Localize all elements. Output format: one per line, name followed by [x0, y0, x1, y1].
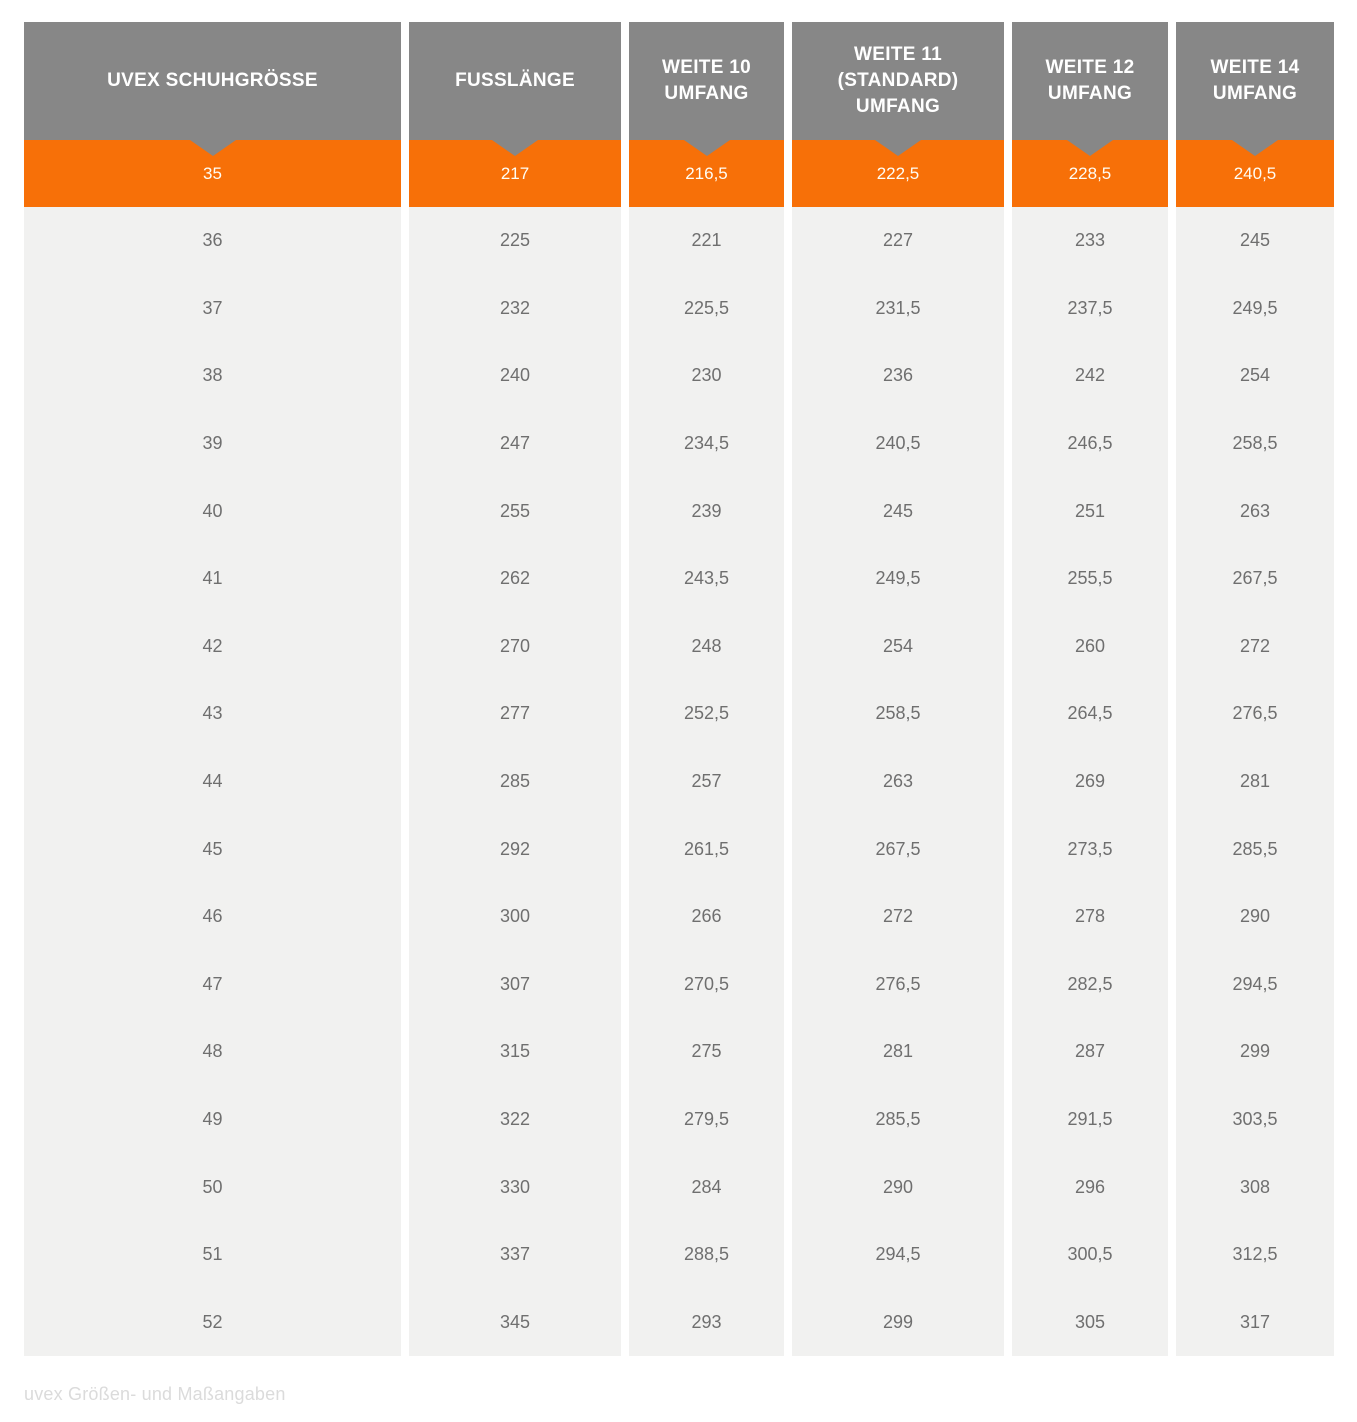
table-cell: 299 — [1176, 1018, 1334, 1086]
table-row — [24, 477, 1334, 545]
table-cell: 249,5 — [792, 545, 1004, 613]
table-cell: 308 — [1176, 1153, 1334, 1221]
table-row — [24, 883, 1334, 951]
table-cell: 47 — [24, 951, 401, 1019]
table-cell: 237,5 — [1012, 275, 1168, 343]
table-cell: 287 — [1012, 1018, 1168, 1086]
table-cell: 282,5 — [1012, 951, 1168, 1019]
table-cell: 290 — [1176, 883, 1334, 951]
chevron-down-icon — [1067, 140, 1113, 156]
table-cell: 246,5 — [1012, 410, 1168, 478]
chevron-down-icon — [1232, 140, 1278, 156]
table-cell: 288,5 — [629, 1221, 784, 1289]
table-cell: 239 — [629, 477, 784, 545]
table-cell: 266 — [629, 883, 784, 951]
table-cell: 272 — [1176, 613, 1334, 681]
column-header-line: WEITE 10 — [662, 57, 751, 78]
table-row — [24, 207, 1334, 275]
table-cell: 285 — [409, 748, 621, 816]
table-cell: 273,5 — [1012, 815, 1168, 883]
table-cell: 50 — [24, 1153, 401, 1221]
table-row — [24, 815, 1334, 883]
table-cell: 263 — [1176, 477, 1334, 545]
table-cell: 37 — [24, 275, 401, 343]
table-cell: 254 — [792, 613, 1004, 681]
table-cell: 296 — [1012, 1153, 1168, 1221]
table-cell: 38 — [24, 342, 401, 410]
table-cell: 345 — [409, 1289, 621, 1357]
table-cell: 294,5 — [792, 1221, 1004, 1289]
chevron-down-icon — [875, 140, 921, 156]
table-cell: 300 — [409, 883, 621, 951]
table-cell: 294,5 — [1176, 951, 1334, 1019]
table-cell: 267,5 — [792, 815, 1004, 883]
size-table — [24, 22, 1334, 1356]
column-header — [409, 22, 621, 140]
table-cell: 230 — [629, 342, 784, 410]
table-row — [24, 1289, 1334, 1357]
table-cell: 290 — [792, 1153, 1004, 1221]
table-cell: 228,5 — [1012, 140, 1168, 207]
column-header-line: UVEX SCHUHGRÖSSE — [107, 70, 318, 91]
chevron-down-icon — [190, 140, 236, 156]
table-row — [24, 613, 1334, 681]
table-cell: 281 — [1176, 748, 1334, 816]
table-cell: 303,5 — [1176, 1086, 1334, 1154]
column-header-line: UMFANG — [1212, 83, 1298, 104]
table-cell: 337 — [409, 1221, 621, 1289]
table-cell: 240,5 — [792, 410, 1004, 478]
table-cell: 252,5 — [629, 680, 784, 748]
table-cell: 45 — [24, 815, 401, 883]
column-header — [1176, 22, 1334, 140]
table-cell: 258,5 — [1176, 410, 1334, 478]
table-cell: 291,5 — [1012, 1086, 1168, 1154]
table-cell: 272 — [792, 883, 1004, 951]
table-row — [24, 951, 1334, 1019]
table-cell: 240,5 — [1176, 140, 1334, 207]
column-header-line: UMFANG — [1047, 83, 1133, 104]
chevron-down-icon — [492, 140, 538, 156]
table-cell: 46 — [24, 883, 401, 951]
table-cell: 292 — [409, 815, 621, 883]
table-cell: 36 — [24, 207, 401, 275]
table-cell: 261,5 — [629, 815, 784, 883]
table-cell: 330 — [409, 1153, 621, 1221]
table-cell: 49 — [24, 1086, 401, 1154]
table-cell: 221 — [629, 207, 784, 275]
table-cell: 236 — [792, 342, 1004, 410]
table-cell: 285,5 — [792, 1086, 1004, 1154]
table-cell: 247 — [409, 410, 621, 478]
table-cell: 277 — [409, 680, 621, 748]
table-cell: 279,5 — [629, 1086, 784, 1154]
table-cell: 42 — [24, 613, 401, 681]
table-cell: 264,5 — [1012, 680, 1168, 748]
table-cell: 43 — [24, 680, 401, 748]
column-header-line: WEITE 11 — [854, 44, 942, 65]
table-cell: 270 — [409, 613, 621, 681]
table-cell: 267,5 — [1176, 545, 1334, 613]
table-cell: 281 — [792, 1018, 1004, 1086]
table-cell: 216,5 — [629, 140, 784, 207]
table-row — [24, 680, 1334, 748]
table-cell: 232 — [409, 275, 621, 343]
table-cell: 305 — [1012, 1289, 1168, 1357]
table-cell: 225,5 — [629, 275, 784, 343]
table-cell: 233 — [1012, 207, 1168, 275]
column-header — [1012, 22, 1168, 140]
table-row — [24, 1018, 1334, 1086]
table-cell: 312,5 — [1176, 1221, 1334, 1289]
table-cell: 242 — [1012, 342, 1168, 410]
table-header-row — [24, 22, 1334, 140]
table-cell: 234,5 — [629, 410, 784, 478]
table-cell: 258,5 — [792, 680, 1004, 748]
table-cell: 299 — [792, 1289, 1004, 1357]
table-cell: 44 — [24, 748, 401, 816]
table-row — [24, 1153, 1334, 1221]
table-cell: 257 — [629, 748, 784, 816]
column-header — [24, 22, 401, 140]
table-row — [24, 1221, 1334, 1289]
table-cell: 315 — [409, 1018, 621, 1086]
table-cell: 307 — [409, 951, 621, 1019]
column-header-line: FUSSLÄNGE — [455, 70, 575, 91]
table-cell: 243,5 — [629, 545, 784, 613]
table-cell: 270,5 — [629, 951, 784, 1019]
table-cell: 263 — [792, 748, 1004, 816]
table-cell: 284 — [629, 1153, 784, 1221]
table-cell: 51 — [24, 1221, 401, 1289]
column-header-line: WEITE 14 — [1210, 57, 1300, 78]
chevron-down-icon — [684, 140, 730, 156]
table-cell: 322 — [409, 1086, 621, 1154]
table-cell: 293 — [629, 1289, 784, 1357]
table-cell: 249,5 — [1176, 275, 1334, 343]
table-cell: 217 — [409, 140, 621, 207]
column-header-line: UMFANG — [664, 83, 749, 104]
table-row — [24, 748, 1334, 816]
column-header-line: UMFANG — [855, 96, 941, 117]
table-cell: 41 — [24, 545, 401, 613]
table-cell: 225 — [409, 207, 621, 275]
table-row — [24, 342, 1334, 410]
table-cell: 260 — [1012, 613, 1168, 681]
table-cell: 300,5 — [1012, 1221, 1168, 1289]
table-cell: 285,5 — [1176, 815, 1334, 883]
table-cell: 39 — [24, 410, 401, 478]
table-cell: 222,5 — [792, 140, 1004, 207]
table-row — [24, 545, 1334, 613]
table-cell: 276,5 — [792, 951, 1004, 1019]
table-row — [24, 275, 1334, 343]
table-caption: uvex Größen- und Maßangaben — [24, 1384, 286, 1405]
table-cell: 255,5 — [1012, 545, 1168, 613]
column-header-line: WEITE 12 — [1045, 57, 1135, 78]
table-cell: 276,5 — [1176, 680, 1334, 748]
column-header — [792, 22, 1004, 140]
table-cell: 40 — [24, 477, 401, 545]
table-cell: 262 — [409, 545, 621, 613]
table-cell: 255 — [409, 477, 621, 545]
table-row — [24, 1086, 1334, 1154]
table-cell: 278 — [1012, 883, 1168, 951]
table-row — [24, 410, 1334, 478]
table-cell: 240 — [409, 342, 621, 410]
table-cell: 245 — [1176, 207, 1334, 275]
table-cell: 245 — [792, 477, 1004, 545]
table-body — [24, 140, 1334, 1356]
column-header — [629, 22, 784, 140]
table-cell: 251 — [1012, 477, 1168, 545]
table-cell: 48 — [24, 1018, 401, 1086]
table-cell: 317 — [1176, 1289, 1334, 1357]
table-cell: 269 — [1012, 748, 1168, 816]
table-cell: 248 — [629, 613, 784, 681]
table-cell: 254 — [1176, 342, 1334, 410]
table-cell: 227 — [792, 207, 1004, 275]
table-cell: 275 — [629, 1018, 784, 1086]
table-cell: 35 — [24, 140, 401, 207]
table-cell: 231,5 — [792, 275, 1004, 343]
table-cell: 52 — [24, 1289, 401, 1357]
column-header-line: (STANDARD) — [837, 70, 959, 91]
